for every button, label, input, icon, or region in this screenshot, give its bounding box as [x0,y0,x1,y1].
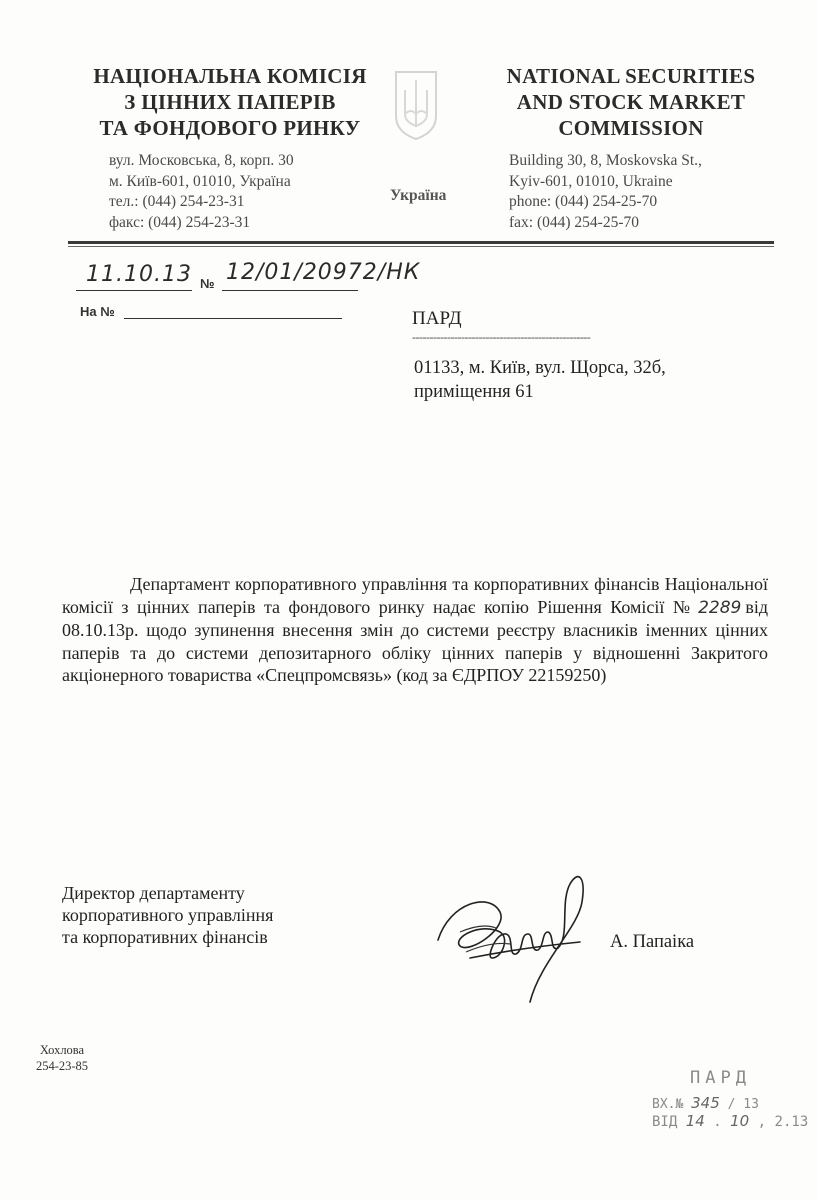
signer-position-line: Директор департаменту [62,883,245,903]
outgoing-number: 12/01/20972/НК [226,260,421,285]
signer-position [62,882,362,948]
executor-info [22,1042,102,1074]
recipient-address [414,356,734,404]
header-rule [68,241,774,244]
recipient-address-line: 01133, м. Київ, вул. Щорса, 32б, [414,358,666,378]
signer-name: А. Папаіка [610,932,695,952]
country-label: Україна [390,187,447,204]
coat-of-arms-icon [393,68,439,142]
stamp-date-year: 2.13 [774,1114,809,1130]
stamp-in-number: 345 [691,1094,720,1112]
org-ua-line: НАЦІОНАЛЬНА КОМІСІЯ [93,64,367,88]
stamp-date-month: 10 [730,1112,750,1130]
commission-name-ua [80,63,380,141]
address-en [509,151,769,233]
body-text-part2: від 08.10.13р. щодо зупинення внесення змін до системи реєстру власників іменних цінних паперів та до системи депозитарного обліку цінних паперів у відношенні Закритого акціонерного товариства «Спецпромсвязь» (код за ЄДРПОУ 22159250) [62,596,768,685]
org-en-line: COMMISSION [558,116,704,140]
org-en-line: NATIONAL SECURITIES [506,64,756,88]
address-en-line: Kyiv-601, 01010, Ukraine [509,172,673,190]
signer-position-line: корпоративного управління [62,905,274,925]
address-ua [109,151,369,233]
incoming-stamp-number [652,1094,759,1112]
executor-phone: 254-23-85 [35,1059,89,1073]
stamp-date-label: ВІД [652,1114,678,1130]
address-ua-line: тел.: (044) 254-23-31 [109,193,245,210]
body-paragraph [62,573,768,687]
commission-name-en [486,63,776,141]
outgoing-date: 11.10.13 [86,262,192,287]
incoming-stamp-org: ПАРД [690,1068,751,1088]
address-ua-line: м. Київ-601, 01010, Україна [109,172,291,190]
address-en-line: phone: (044) 254-25-70 [509,193,658,210]
org-ua-line: З ЦІННИХ ПАПЕРІВ [124,90,336,114]
date-underline [76,290,192,291]
reply-to-label: На № [80,304,115,319]
address-en-line: fax: (044) 254-25-70 [509,213,639,231]
recipient-name: ПАРД [412,308,462,329]
stamp-in-label: ВХ.№ [652,1097,684,1112]
executor-name: Хохлова [39,1043,85,1057]
header-rule-thin [68,246,774,247]
body-text-part1: Департамент корпоративного управління та корпоративних фінансів Національної комісії з цінних паперів та фондового ринку надає копію Рішення Комісії № [62,574,768,617]
decision-number: 2289 [698,597,742,618]
org-ua-line: ТА ФОНДОВОГО РИНКУ [99,116,361,140]
number-underline [222,290,358,291]
letter-body [62,573,768,687]
signer-position-line: та корпоративних фінансів [62,927,268,947]
recipient-address-line: приміщення 61 [414,382,534,402]
incoming-stamp-date: ВІД 14 . 10 , 2.13 [652,1112,809,1130]
address-en-line: Building 30, 8, Moskovska St., [509,152,702,169]
recipient-divider: --------------------------------------------------- [412,330,591,344]
address-ua-line: факс: (044) 254-23-31 [109,213,251,231]
reply-to-underline [124,318,342,319]
handwritten-signature [430,862,600,1012]
stamp-in-suffix: / 13 [727,1097,759,1112]
org-en-line: AND STOCK MARKET [516,90,746,114]
address-ua-line: вул. Московська, 8, корп. 30 [109,152,294,169]
number-label: № [200,276,215,291]
stamp-date-day: 14 [685,1112,705,1130]
